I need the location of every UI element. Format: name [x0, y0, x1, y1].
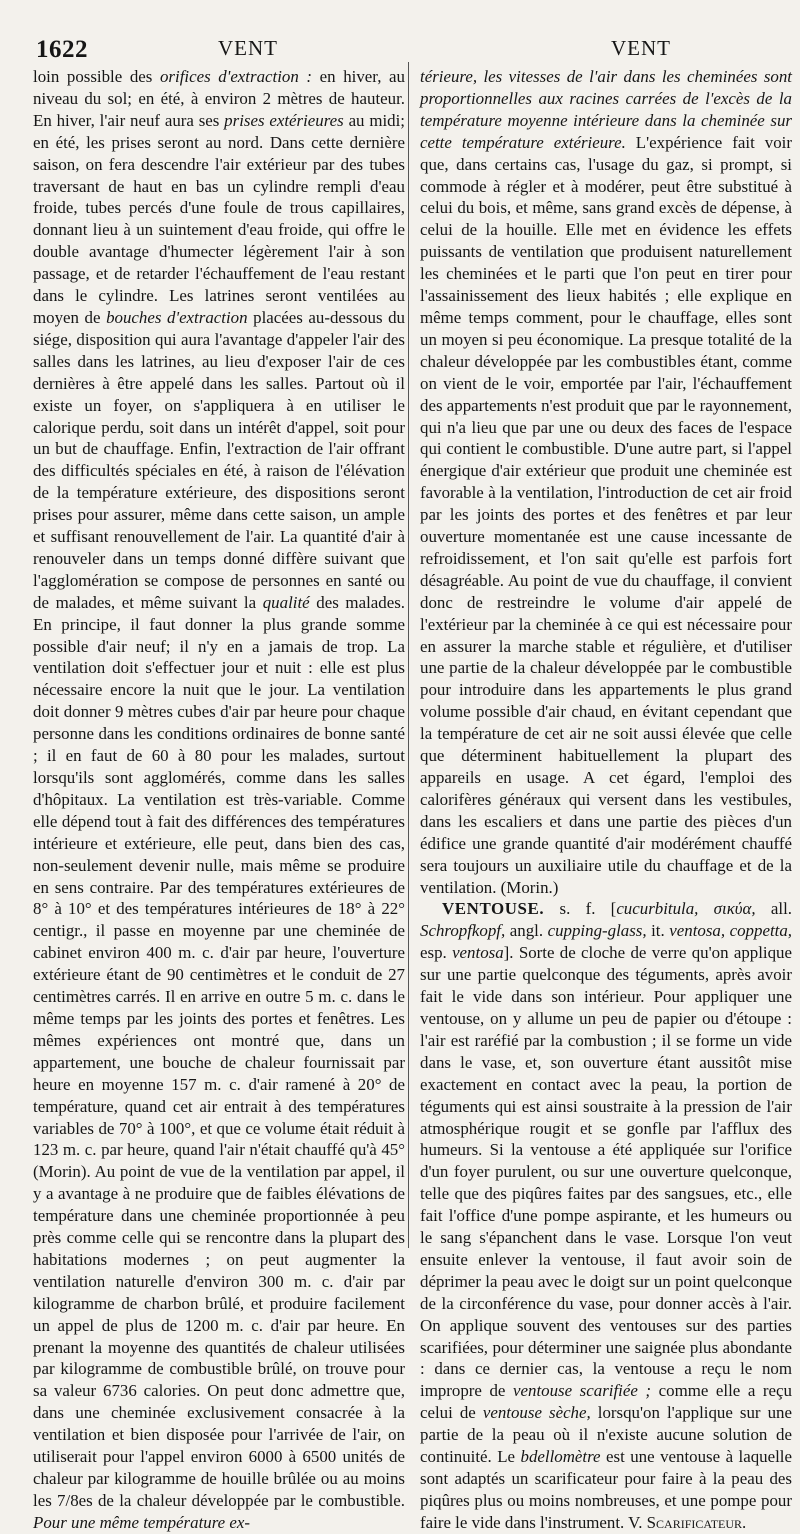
entry-headword: VENTOUSE. [442, 899, 545, 919]
running-head-right: VENT [611, 36, 671, 60]
article-text-vent-continued: loin possible des orifices d'extraction : en hiver, au niveau du sol; en été, à environ 2 mètres de hauteur. En hiver, l'air neuf aura ses prises extérieures au midi; en été, les prises seront au nord. Dans cette dernière saison, on fera descendre l'air extérieur par des tubes traversant de haut en bas un cylindre rempli d'eau froide, tubes percés d'une foule de trous capillaires, donnant lieu à un suintement d'eau froide, qui offre le double avantage d'humecter légèrement l'air à son passage, et de retarder l'échauffement de l'eau restant dans le cylindre. Les latrines seront ventilées au moyen de bouches d'extraction placées au-dessous du siége, disposition qui aura l'avantage d'appeler l'air des salles dans les latrines, au lieu d'exposer l'air de ces dernières à être appelé dans les salles. Partout où il existe un foyer, on s'appliquera à en utiliser le calorique perdu, soit dans un intérêt d'appel, soit pour un but de chauffage. Enfin, l'extraction de l'air offrant des difficultés spéciales en été, à raison de l'élévation de la température extérieure, des dispositions seront prises pour assurer, même dans cette saison, un ample et suffisant renouvellement de l'air. La quantité d'air à renouveler dans un temps donné diffère suivant que l'agglomération se compose de personnes en santé ou de malades, et même suivant la qualité des malades. En principe, il faut donner la plus grande somme possible d'air neuf; il n'y en a jamais de trop. La ventilation doit s'effectuer jour et nuit : elle est plus nécessaire encore la nuit que le jour. La ventilation doit donner 9 mètres cubes d'air par heure pour chaque personne dans les conditions ordinaires de bonne santé ; il en faut de 60 à 80 pour les malades, surtout lorsqu'ils sont agglomérés, comme dans les salles d'hôpitaux. La ventilation est très-variable. Comme elle dépend tout à fait des différences des températures intérieure et extérieure, elle peut, dans bien des cas, non-seulement devenir nulle, mais même se produire en sens contraire. Par des températures extérieures de 8° à 10° et des températures intérieures de 18° à 22° centigr., il passe en moyenne par une cheminée de cabinet environ 400 m. c. d'air par heure, l'ouverture extérieure étant de 90 centimètres et le conduit de 27 centimètres carrés. Il en arrive en outre 5 m. c. dans le même temps par les joints des portes et fenêtres. Les mêmes expériences ont montré que, dans un appartement, une bouche de chaleur fournissait par heure en moyenne 157 m. c. d'air ramené à 20° de température, quand cet air entrait à des températures variables de 70° à 100°, et que ce volume était réduit à 123 m. c. par heure, quand l'air n'était chauffé qu'à 45° (Morin). Au point de vue de la ventilation par appel, il y a avantage à ne produire que de faibles élévations de température dans une cheminée proportionnée à peu près comme celle qui se rencontre dans la plupart des habitations modernes ; on peut augmenter la ventilation naturelle d'environ 300 m. c. d'air par kilogramme de charbon brûlé, et produire facilement un appel de plus de 1200 m. c. d'air par heure. En prenant la moyenne des quantités de chaleur utilisées par kilogramme de combustible brûlé, on trouve pour sa valeur 6736 calories. On peut donc admettre que, dans une cheminée exclusivement consacrée à la ventilation et bien disposée pour l'arrivée de l'air, on utiliserait pour l'appel environ 6000 à 6500 unités de chaleur par kilogramme de houille brûlée ou au moins les 7/8es de la chaleur développée par le combustible. Pour une même température ex- [33, 67, 405, 1532]
left-column [33, 66, 405, 1534]
entry-ventouse: VENTOUSE. s. f. [cucurbitula, σικύα, all. Schropfkopf, angl. cupping-glass, it. ventosa, coppetta, esp. ventosa]. Sorte de cloche de verre qu'on applique sur une partie quelconque des téguments, après avoir fait le vide dans son intérieur. Pour appliquer une ventouse, on y allume un peu de papier ou d'étoupe : l'air est raréfié par la combustion ; il se forme un vide dans le vase, et, son ouverture étant aussitôt mise exactement en contact avec la peau, la portion de téguments qui est ainsi soustraite à la pression de l'air atmosphérique rougit et se gonfle par l'afflux des humeurs. Si la ventouse a été appliquée sur l'orifice d'un foyer purulent, ou sur une ouverture quelconque, telle que des piqûres faites par des sangsues, etc., elle fait l'office d'une pompe aspirante, et les humeurs ou le sang s'épanchent dans le vase. Lorsque l'on veut ensuite enlever la ventouse, il faut avoir soin de déprimer la peau avec le doigt sur un point quelconque de la circonférence du vase, pour donner accès à l'air. On applique souvent des ventouses sur des parties scarifiées, pour déterminer une saignée plus abondante : dans ce dernier cas, la ventouse a reçu le nom impropre de ventouse scarifiée ; comme elle a reçu celui de ventouse sèche, lorsqu'on l'applique sur une partie de la peau où il n'existe aucune solution de continuité. Le bdellomètre est une ventouse à laquelle sont adaptés un scarificateur pour faire à la peau des piqûres plus ou moins nombreuses, et une pompe pour faire le vide dans l'instrument. V. Scarificateur. [420, 899, 793, 1532]
page-header [30, 28, 790, 63]
page-number: 1622 [36, 36, 88, 63]
cross-reference: Scarificateur. [646, 1512, 747, 1532]
column-divider [408, 62, 409, 1248]
running-head-left: VENT [218, 36, 278, 60]
right-column [420, 66, 792, 1534]
article-text-vent-end: térieure, les vitesses de l'air dans les cheminées sont proportionnelles aux racines carrées de l'excès de la température moyenne intérieure dans la cheminée sur cette température extérieure. L'expérience fait voir que, dans certains cas, l'usage du gaz, si prompt, si commode à régler et à modérer, peut être substitué à celui du bois, et même, sans grand excès de dépense, à celui de la houille. Elle met en évidence les effets puissants de ventilation que produisent naturellement les cheminées et le parti que l'on peut en tirer pour l'assainissement des lieux habités ; elle explique en même temps comment, pour le chauffage, elles sont un moyen si peu économique. La presque totalité de la chaleur développée par les combustibles étant, comme on vient de le voir, emportée par l'air, l'échauffement des appartements n'est produit que par le rayonnement, qui n'a lieu que par une ou deux des faces de l'espace qui contient le combustible. D'une autre part, si l'appel énergique d'air extérieur que produit une cheminée est favorable à la ventilation, l'introduction de cet air froid par les joints des portes et des fenêtres et par leur ouverture momentanée est une cause incessante de refroidissement, et l'on sait qu'elle est parfois fort désagréable. Au point de vue du chauffage, il convient donc de restreindre le volume d'air appelé de l'extérieur par la cheminée à ce qui est nécessaire pour en assurer la marche stable et régulière, et d'utiliser une partie de la chaleur développée par le combustible pour introduire dans les appartements le plus grand volume possible d'air chaud, en évitant cependant que la température de cet air ne soit aussi élevée que celle que déterminent habituellement la plupart des appareils en usage. A cet égard, l'emploi des calorifères généraux qui versent dans les vestibules, dans les escaliers et dans une partie des pièces d'un édifice une grande quantité d'air modérément chauffé sera toujours un auxiliaire utile du chauffage et de la ventilation. (Morin.) [420, 67, 792, 897]
